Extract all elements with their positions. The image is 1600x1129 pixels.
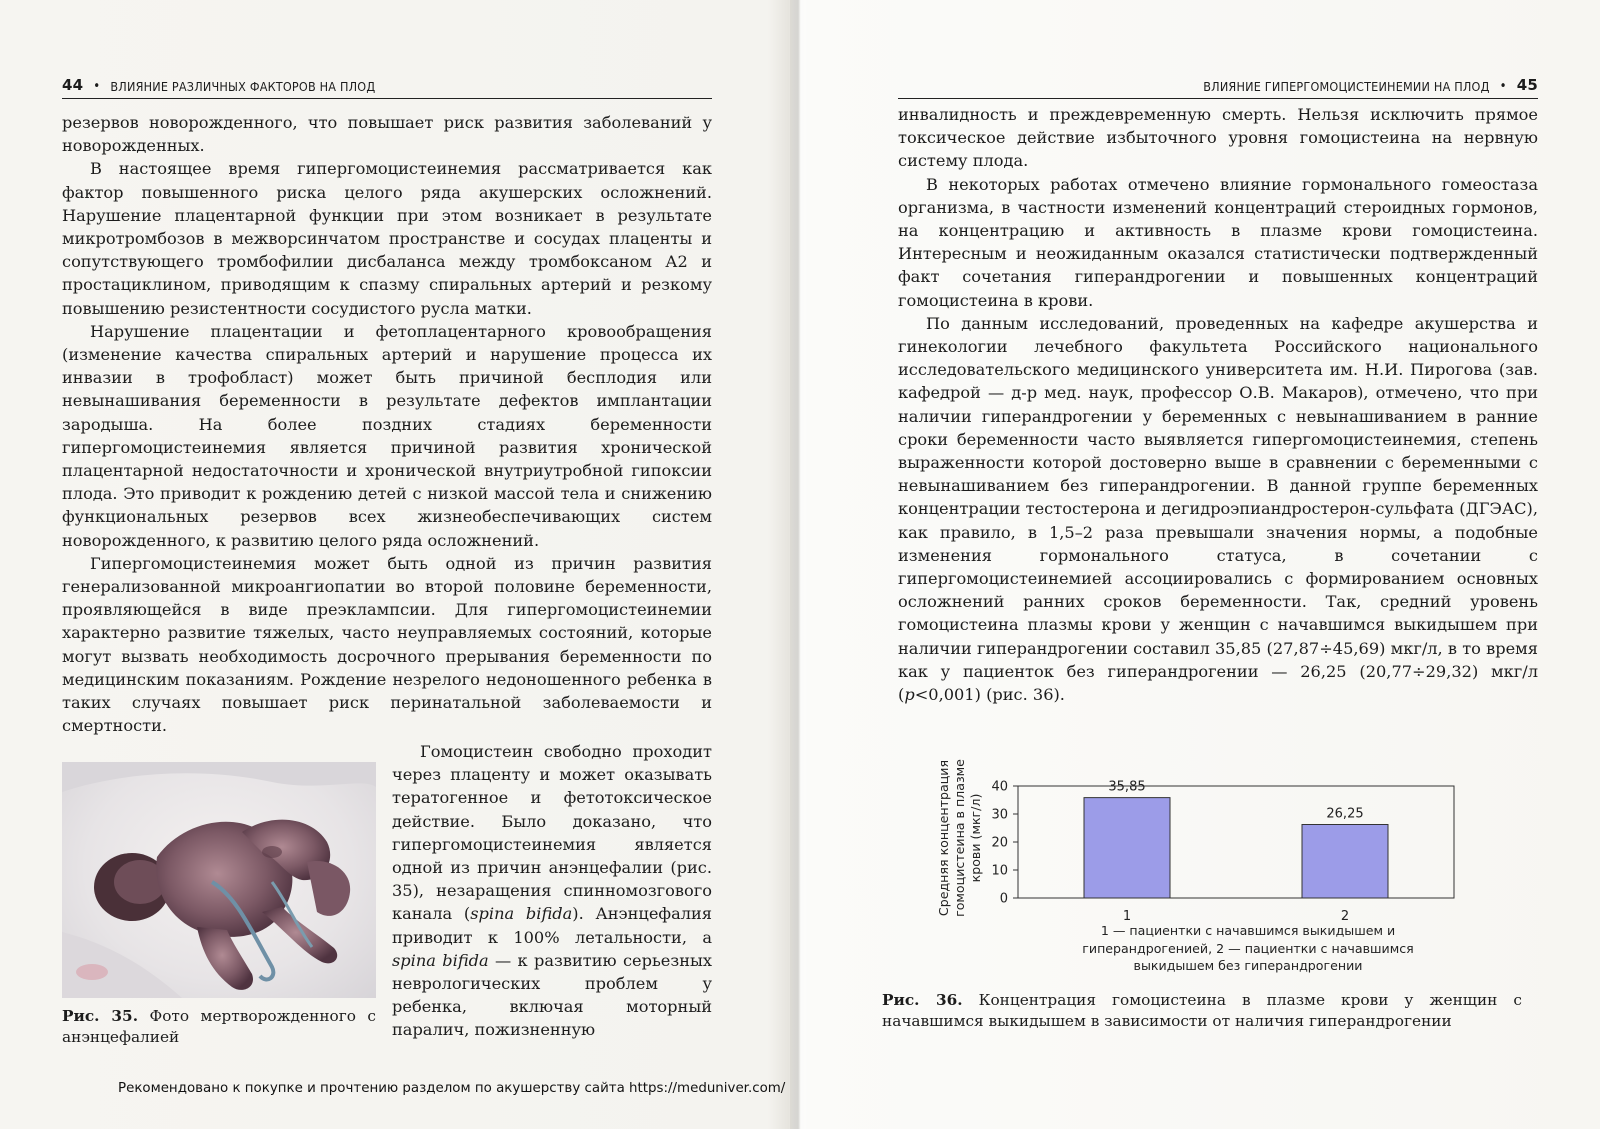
figure-35 bbox=[62, 762, 376, 1048]
paragraph: резервов новорожденного, что повышает риск развития заболеваний у новорожденных. bbox=[62, 113, 712, 156]
paragraph: инвалидность и преждевременную смерть. Нельзя исключить прямое токсическое действие избыточного уровня гомоцистеина на нервную систему плода. bbox=[898, 105, 1538, 171]
right-running-title: ВЛИЯНИЕ ГИПЕРГОМОЦИСТЕИНЕМИИ НА ПЛОД bbox=[1203, 79, 1490, 94]
data-label: 26,25 bbox=[1326, 806, 1364, 822]
paragraph bbox=[392, 740, 712, 1042]
figure-36-label: Рис. 36. bbox=[882, 991, 963, 1009]
bar bbox=[1084, 798, 1170, 898]
paragraph: В некоторых работах отмечено влияние гормонального гомеостаза организма, в частности изменений концентраций стероидных гормонов, на концентрацию и активность в плазме крови гомоцистеина. Интересным и неожиданным оказался статистически подтвержденный факт сочетания гиперандрогении и повышенных концентраций гомоцистеина в крови. bbox=[898, 174, 1538, 310]
left-running-title: ВЛИЯНИЕ РАЗЛИЧНЫХ ФАКТОРОВ НА ПЛОД bbox=[110, 79, 376, 94]
y-tick-label: 20 bbox=[991, 835, 1008, 851]
paragraph bbox=[898, 312, 1538, 706]
left-page bbox=[62, 72, 713, 1046]
paragraph: В настоящее время гипергомоцистеинемия рассматривается как фактор повышенного риска целого ряда акушерских осложнений. Нарушение плацентарной функции при этом возникает в результате микротромбозов в межворсинчатом пространстве и сосудах плаценты и сопутствующего тромбофилии дисбаланса между тромбоксаном А2 и простациклином, приводящим к спазму спиральных артерий и резкому повышению резистентности сосудистого русла матки. bbox=[62, 159, 712, 318]
italic-term: spina bifida bbox=[392, 950, 489, 970]
y-axis-label: Средняя концентрациягомоцистеина в плазмекрови (мкг/л) bbox=[936, 759, 983, 917]
right-page-number: 45 bbox=[1516, 76, 1538, 94]
text-run: По данным исследований, проведенных на кафедре акушерства и гинекологии лечебного факультета Российского национального исследовательского медицинского университета им. Н.И. Пирогова (зав. кафедрой — д-р мед. наук, профессор О.В. Макаров), отмечено, что при наличии гиперандрогении у беременных с невынашиванием в ранние сроки беременности часто выявляется гипергомоцистеинемия, степень выраженности которой достоверно выше в сравнении с беременными с невынашиванием без гиперандрогении. В данной группе беременных концентрации тестостерона и дегидроэпиандростерон-сульфата (ДГЭАС), как правило, в 1,5–2 раза превышали значения нормы, а подобные изменения гормонального статуса, в сочетании с гипергомоцистеинемией ассоциировались с формированием основных осложнений ранних сроков беременности. Так, средний уровень гомоцистеина плазмы крови у женщин с начавшимся выкидышем при наличии гиперандрогении составил 35,85 (27,87÷45,69) мкг/л, в то время как у пациенток без гиперандрогении — 26,25 (20,77÷29,32) мкг/л ( bbox=[898, 313, 1538, 705]
right-running-head bbox=[898, 72, 1538, 99]
wrapped-text-column bbox=[392, 740, 712, 1042]
y-tick-label: 10 bbox=[991, 863, 1008, 879]
text-run: ). Анэнцефалия приводит к 100% летальности, а bbox=[392, 904, 713, 947]
figure-35-caption bbox=[62, 1006, 376, 1048]
italic-term: spina bifida bbox=[470, 904, 573, 924]
y-tick-label: 0 bbox=[999, 891, 1008, 907]
figure-36-caption bbox=[882, 990, 1522, 1032]
chart-plot-area bbox=[936, 759, 1454, 922]
text-run: — к развитию серьезных неврологических проблем у ребенка, включая моторный паралич, пожизненную bbox=[392, 950, 713, 1040]
figure-35-caption-text: Фото мертворожденного с анэнцефалией bbox=[62, 1007, 376, 1046]
book-gutter bbox=[790, 0, 808, 1129]
paragraph: Нарушение плацентации и фетоплацентарного кровообращения (изменение качества спиральных артерий и нарушение процесса их инвазии в трофобласт) может быть причиной бесплодия или невынашивания беременности в результате дефектов имплантации зародыша. На более поздних стадиях беременности гипергомоцистеинемия является причиной развития хронической плацентарной недостаточности и хронической внутриутробной гипоксии плода. Это приводит к рождению детей с низкой массой тела и снижению функциональных резервов всех жизнеобеспечивающих систем новорожденного, к развитию целого ряда осложнений. bbox=[62, 321, 712, 550]
bar-chart bbox=[928, 752, 1548, 922]
plot-frame bbox=[1018, 786, 1454, 898]
italic-term: p bbox=[904, 685, 915, 705]
left-running-head bbox=[62, 72, 712, 99]
chart-legend-note: 1 — пациентки с начавшимся выкидышем и гиперандрогенией, 2 — пациентки с начавшимся выкидышем без гиперандрогении bbox=[1082, 923, 1414, 973]
text-run: Гомоцистеин свободно проходит через плаценту и может оказывать тератогенное и фетотоксическое действие. Было доказано, что гипергомоцистеинемия является одной из причин анэнцефалии (рис. 35), незаращения спинномозгового канала ( bbox=[392, 742, 712, 924]
x-tick-label: 2 bbox=[1340, 909, 1350, 922]
right-body-text bbox=[898, 103, 1538, 706]
footer-recommendation: Рекомендовано к покупке и прочтению разделом по акушерству сайта https://meduniver.com/ bbox=[118, 1081, 786, 1096]
x-tick-label: 1 bbox=[1122, 909, 1132, 922]
y-tick-label: 40 bbox=[991, 779, 1008, 795]
stillborn-photo bbox=[62, 762, 376, 998]
text-run: <0,001) (рис. 36). bbox=[914, 685, 1065, 705]
bullet-icon: • bbox=[93, 79, 101, 94]
bar bbox=[1302, 825, 1388, 899]
figure-35-label: Рис. 35. bbox=[62, 1007, 139, 1025]
y-tick-label: 30 bbox=[991, 807, 1008, 823]
figure-36-caption-text: Концентрация гомоцистеина в плазме крови у женщин с начавшимся выкидышем в зависимости от наличия гиперандрогении bbox=[882, 991, 1522, 1030]
paragraph: Гипергомоцистеинемия может быть одной из причин развития генерализованной микроангиопатии во второй половине беременности, проявляющейся в виде преэклампсии. Для гипергомоцистеинемии характерно развитие тяжелых, часто неуправляемых состояний, которые могут вызвать необходимость досрочного прерывания беременности по медицинским показаниям. Рождение незрелого недоношенного ребенка в таких случаях повышает риск перинатальной заболеваемости и смертности. bbox=[62, 553, 712, 736]
right-page bbox=[882, 72, 1538, 1030]
bullet-icon: • bbox=[1499, 79, 1507, 94]
data-label: 35,85 bbox=[1108, 779, 1146, 795]
photo-illustration bbox=[62, 762, 376, 998]
left-body-text bbox=[62, 111, 712, 737]
left-page-number: 44 bbox=[62, 76, 84, 94]
